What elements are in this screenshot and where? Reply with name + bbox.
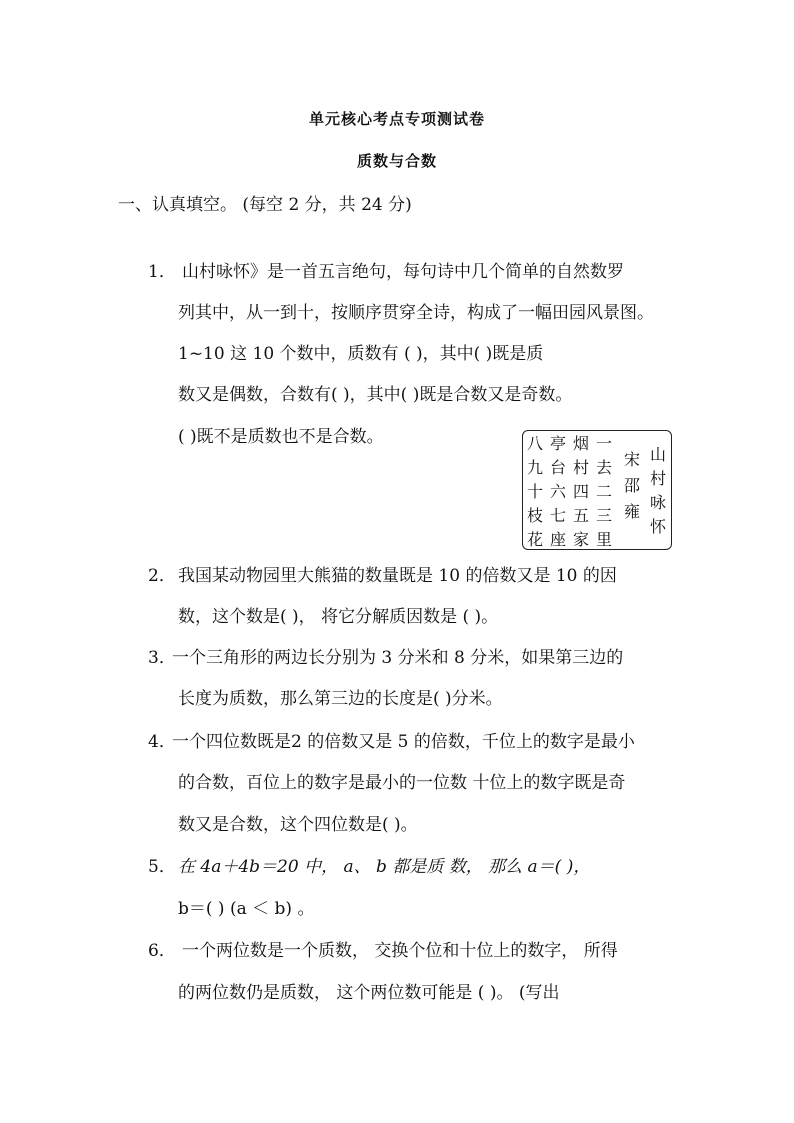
poem-char: 山 [650,445,667,464]
poem-char: 四 [573,482,590,501]
poem-column-2 [550,432,566,552]
poem-char: 怀 [650,517,667,536]
poem-char: 邵 [624,476,641,495]
poem-column-1 [527,432,543,552]
poem-char: 九 [527,458,544,477]
question-number: 1． [148,262,176,282]
question-4-line-1: 一个四位数既是2 的倍数又是 5 的倍数，千位上的数字是最小 [172,732,635,752]
poem-char: 里 [596,530,613,549]
question-number: 3． [148,648,176,668]
question-number: 6． [148,941,176,961]
question-number: 2． [148,566,176,586]
question-1-line-1: 山村咏怀》是一首五言绝句，每句诗中几个简单的自然数罗 [182,262,624,282]
poem-char: 宋 [624,450,641,469]
poem-char: 枝 [527,506,544,525]
poem-char: 咏 [650,493,667,512]
question-5-line-1: 在 4a＋4b＝20 中， a、 b 都是质 数， 那么 a＝( )， [178,857,591,877]
poem-char: 八 [527,434,544,453]
poem-char: 台 [550,458,567,477]
poem-char: 村 [573,458,590,477]
question-5-line-2: b＝( ) (a ＜ b) 。 [178,899,315,919]
poem-column-4 [596,432,612,552]
poem-char: 三 [596,506,613,525]
poem-char: 七 [550,506,567,525]
poem-box [522,430,672,550]
question-1-line-4: 数又是偶数，合数有( )，其中( )既是合数又是奇数。 [178,385,573,405]
section-heading: 一、认真填空。 (每空 2 分，共 24 分) [118,195,412,215]
question-1-line-5: ( )既不是质数也不是合数。 [178,427,384,447]
poem-char: 花 [527,530,544,549]
question-4-line-3: 数又是合数，这个四位数是( )。 [178,815,418,835]
poem-char: 家 [573,530,590,549]
poem-column-3 [573,432,589,552]
question-6-line-2: 的两位数仍是质数， 这个两位数可能是 ( )。 (写出 [178,983,560,1003]
question-number: 5． [148,857,176,877]
poem-char: 一 [596,434,613,453]
poem-char: 五 [573,506,590,525]
poem-author [624,447,640,525]
poem-char: 六 [550,482,567,501]
poem-char: 亭 [550,434,567,453]
question-2-line-1: 我国某动物园里大熊猫的数量既是 10 的倍数又是 10 的因 [178,566,617,586]
poem-char: 雍 [624,502,641,521]
poem-char: 座 [550,530,567,549]
poem-char: 十 [527,482,544,501]
question-number: 4． [148,732,176,752]
poem-char: 村 [650,469,667,488]
poem-char: 去 [596,458,613,477]
question-2-line-2: 数，这个数是( )， 将它分解质因数是 ( )。 [178,607,499,627]
question-3-line-1: 一个三角形的两边长分别为 3 分米和 8 分米，如果第三边的 [172,648,624,668]
question-1-line-2: 列其中，从一到十，按顺序贯穿全诗，构成了一幅田园风景图。 [178,303,654,323]
poem-char: 二 [596,482,613,501]
question-1-line-3: 1~10 这 10 个数中，质数有 ( )，其中( )既是质 [178,344,544,364]
question-4-line-2: 的合数，百位上的数字是最小的一位数 十位上的数字既是奇 [178,773,626,793]
page-title: 单元核心考点专项测试卷 [308,110,485,128]
poem-char: 烟 [573,434,590,453]
page-subtitle: 质数与合数 [356,152,437,170]
question-3-line-2: 长度为质数，那么第三边的长度是( )分米。 [178,689,503,709]
question-6-line-1: 一个两位数是一个质数， 交换个位和十位上的数字， 所得 [182,941,618,961]
poem-title [650,443,666,539]
